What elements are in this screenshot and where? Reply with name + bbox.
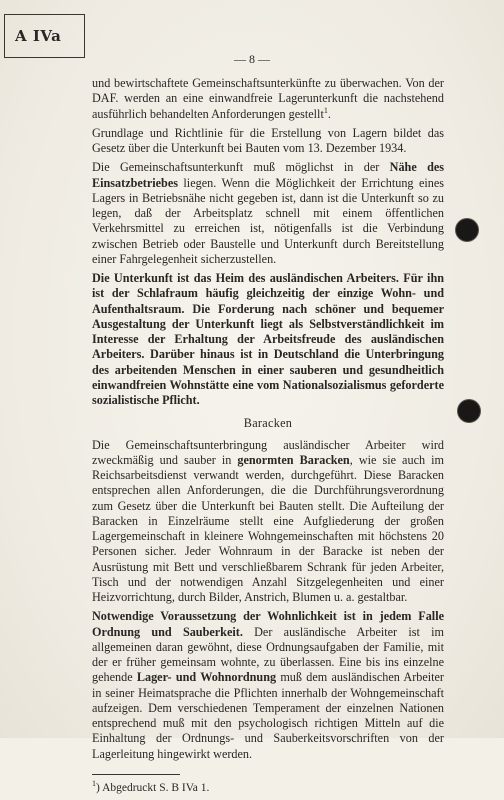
footnote-ref: 1 — [323, 105, 328, 115]
section-heading: Baracken — [243, 416, 293, 431]
footnote-divider — [92, 774, 180, 775]
emphasis-text: genormten Baracken — [237, 452, 350, 467]
paragraph-2: Grundlage und Richtlinie für die Erstellung von Lagern bildet das Gesetz über die Unterkunft bei Bauten vom 13. Dezember 1934. — [92, 125, 444, 155]
emphasis-text: Notwendige Voraussetzung der Wohnlichkeit ist in jedem Falle Ordnung und Sauberkeit. — [92, 609, 444, 639]
paragraph-3: Die Gemeinschaftsunterkunft muß möglichst in der Nähe des Einsatzbetriebes liegen. Wenn die Möglichkeit der Errichtung eines Lagers in Betriebsnähe nicht gegeben ist, dann ist die Unterkunft so zu legen, daß der Arbeitsplatz schnell mit einem öffentlichen Verkehrsmittel zu erreichen ist, nötigenfalls ist die Verbindung zwischen Betrieb oder Baustelle und Unterkunft durch Bereitstellung einer Fahrgelegenheit sicherzustellen. — [92, 160, 444, 266]
section-label: A IVa — [15, 27, 62, 45]
paragraph-5: Die Gemeinschaftsunterbringung ausländischer Arbeiter wird zweckmäßig und sauber in genormten Baracken, wie sie auch im Reichsarbeitsdienst verwandt werden, durchgeführt. Diese Baracken entsprechen allen Anforderungen, die die Durchführungsverordnung zum Gesetz über die Unterkunft bei Bauten stellt. Die Aufteilung der Baracken in Einzelräume stellt eine Aufgliederung der großen Lagergemeinschaft in kleinere Wohngemeinschaften mit höchstens 20 Personen sicher. Jeder Wohnraum in der Baracke ist neben der Ausrüstung mit Bett und verschließbarem Schrank für jeden Arbeiter, Tisch und der notwendigen Anzahl Sitzgelegenheiten und einer Heizvorrichtung, durch Bilder, Anstrich, Blumen u. a. gestaltbar. — [92, 437, 444, 604]
page-number: — 8 — — [234, 52, 270, 66]
paragraph-6: Notwendige Voraussetzung der Wohnlichkeit ist in jedem Falle Ordnung und Sauberkeit. Der ausländische Arbeiter ist im allgemeinen daran gewöhnt, diese Ordnungsaufgaben der Familie, mit der er früher gemeinsam wohnte, zu überlassen. Eine bis ins einzelne gehende Lager- und Wohnordnung muß dem ausländischen Arbeiter in seiner Heimatsprache die Pflichten innerhalb der Wohngemeinschaft aufzeigen. Dem verschiedenen Temperament der einzelnen Nationen entsprechend muß mit den psychologisch richtigen Mitteln auf die Einhaltung der Ordnungs- und Sauberkeitsvorschriften von der Lagerleitung hingewirkt werden. — [92, 609, 444, 761]
footnote: $^1$) Abgedruckt S. B IVa 1. — [92, 778, 210, 794]
punch-hole — [458, 400, 480, 422]
emphasis-text: Nähe des Einsatzbetriebes — [92, 160, 444, 190]
paragraph-4: Die Unterkunft ist das Heim des ausländischen Arbeiters. Für ihn ist der Schlafraum häufig gleichzeitig der einzige Wohn- und Aufenthaltsraum. Die Forderung nach schöner und bequemer Ausgestaltung der Unterkunft liegt als Selbstverständlichkeit im Interesse der Erhaltung der Arbeitsfreude des ausländischen Arbeiters. Darüber hinaus ist in Deutschland die Unterbringung des arbeitenden Menschen in einer sauberen und gesundheitlich einwandfreien Wohnstätte eine vom Nationalsozialismus geforderte sozialistische Pflicht. — [92, 271, 444, 407]
paragraph-1: und bewirtschaftete Gemeinschaftsunterkünfte zu überwachen. Von der DAF. werden an eine einwandfreie Lagerunterkunft die nachstehend ausführlich behandelten Anforderungen gestellt$^1$. — [92, 76, 444, 121]
emphasis-text: Lager- und Wohnordnung — [136, 670, 277, 685]
document-body — [92, 76, 444, 800]
punch-hole — [456, 219, 478, 241]
